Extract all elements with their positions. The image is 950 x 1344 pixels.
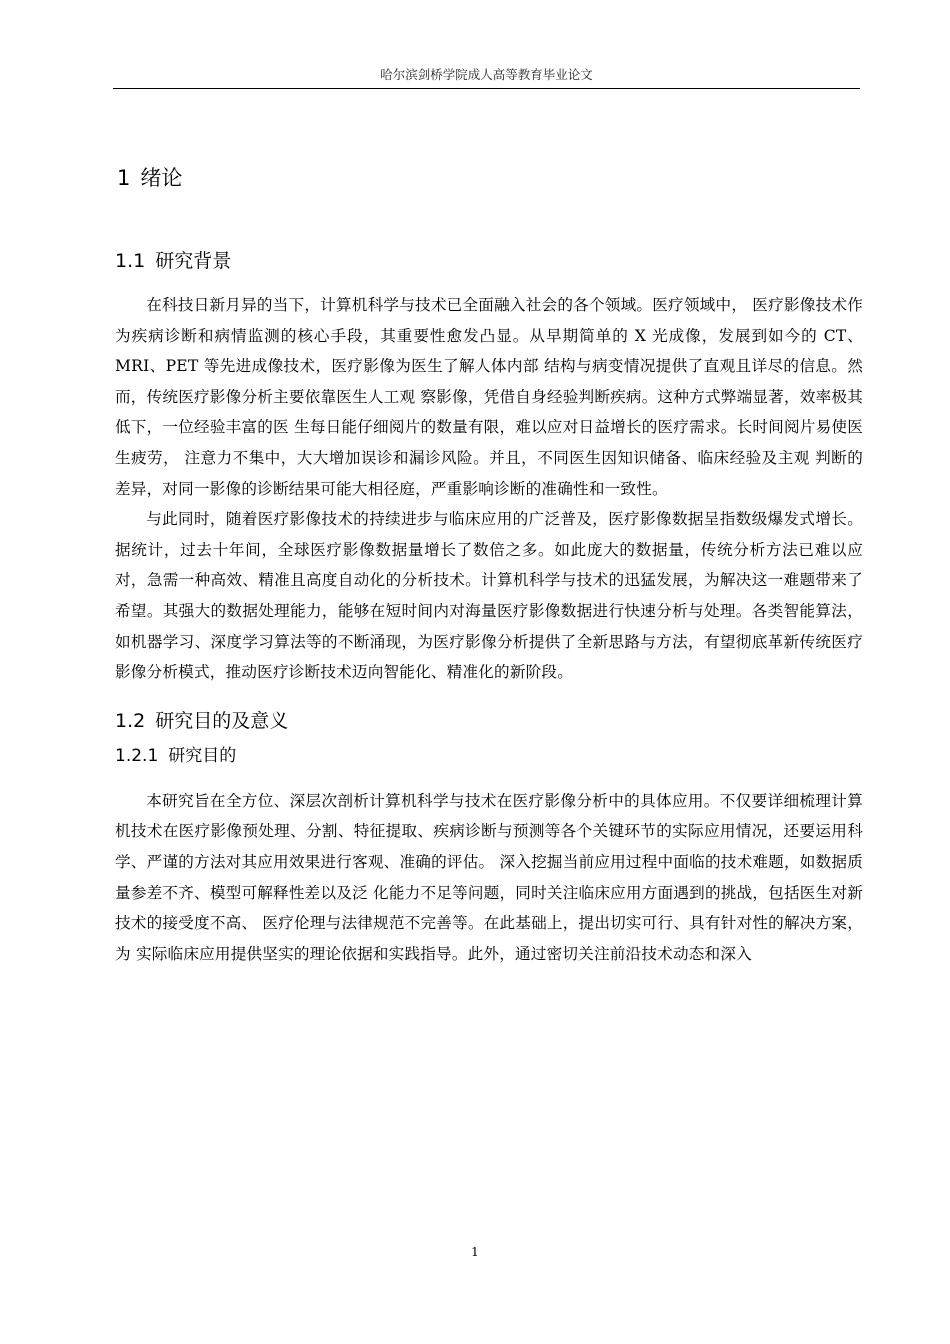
section-number: 1.1 [115,250,146,272]
body-paragraph: 本研究旨在全方位、深层次剖析计算机科学与技术在医疗影像分析中的具体应用。不仅要详细梳理计算机技术在医疗影像预处理、分割、特征提取、疾病诊断与预测等各个关键环节的实际应用情况，还要运用科学、严谨的方法对其应用效果进行客观、准确的评估。 深入挖掘当前应用过程中面临的技术难题，如数据质量参差不齐、模型可解释性差以及泛 化能力不足等问题，同时关注临床应用方面遇到的挑战，包括医生对新技术的接受度不高、 医疗伦理与法律规范不完善等。在此基础上，提出切实可行、具有针对性的解决方案，为 实际临床应用提供坚实的理论依据和实践指导。此外，通过密切关注前沿技术动态和深入 [115,791,863,963]
page-number: 1 [471,1245,479,1259]
body-paragraph: 与此同时，随着医疗影像技术的持续进步与临床应用的广泛普及，医疗影像数据呈指数级爆发式增长。据统计，过去十年间，全球医疗影像数据量增长了数倍之多。如此庞大的数据量，传统分析方法已难以应对，急需一种高效、精准且高度自动化的分析技术。计算机科学与技术的迅猛发展，为解决这一难题带来了希望。其强大的数据处理能力，能够在短时间内对海量医疗影像数据进行快速分析与处理。各类智能算法，如机器学习、深度学习算法等的不断涌现，为医疗影像分析提供了全新思路与方法，有望彻底革新传统医疗影像分析模式，推动医疗诊断技术迈向智能化、精准化的新阶段。 [115,510,863,682]
subsection-title: 研究目的 [168,745,237,766]
page-body [115,162,863,969]
section-title: 研究背景 [155,250,232,272]
section-title: 研究目的及意义 [155,709,289,732]
subsection-heading-1-2-1 [115,742,863,770]
section-number: 1.2 [115,709,146,732]
running-header [113,66,860,89]
chapter-heading [117,162,863,194]
chapter-number: 1 [117,166,131,190]
section-heading-1-1 [115,246,863,276]
section-heading-1-2 [115,706,863,736]
running-header-title: 哈尔滨剑桥学院成人高等教育毕业论文 [380,67,593,82]
subsection-number: 1.2.1 [115,745,159,766]
chapter-title: 绪论 [140,166,183,190]
body-paragraph: 在科技日新月异的当下，计算机科学与技术已全面融入社会的各个领域。医疗领域中， 医疗影像技术作为疾病诊断和病情监测的核心手段，其重要性愈发凸显。从早期简单的 X 光成像，发展到如今的 CT、MRI、PET 等先进成像技术，医疗影像为医生了解人体内部 结构与病变情况提供了直观且详尽的信息。然而，传统医疗影像分析主要依靠医生人工观 察影像，凭借自身经验判断疾病。这种方式弊端显著，效率极其低下，一位经验丰富的医 生每日能仔细阅片的数量有限，难以应对日益增长的医疗需求。长时间阅片易使医生疲劳， 注意力不集中，大大增加误诊和漏诊风险。并且，不同医生因知识储备、临床经验及主观 判断的差异，对同一影像的诊断结果可能大相径庭，严重影响诊断的准确性和一致性。 [115,296,863,498]
